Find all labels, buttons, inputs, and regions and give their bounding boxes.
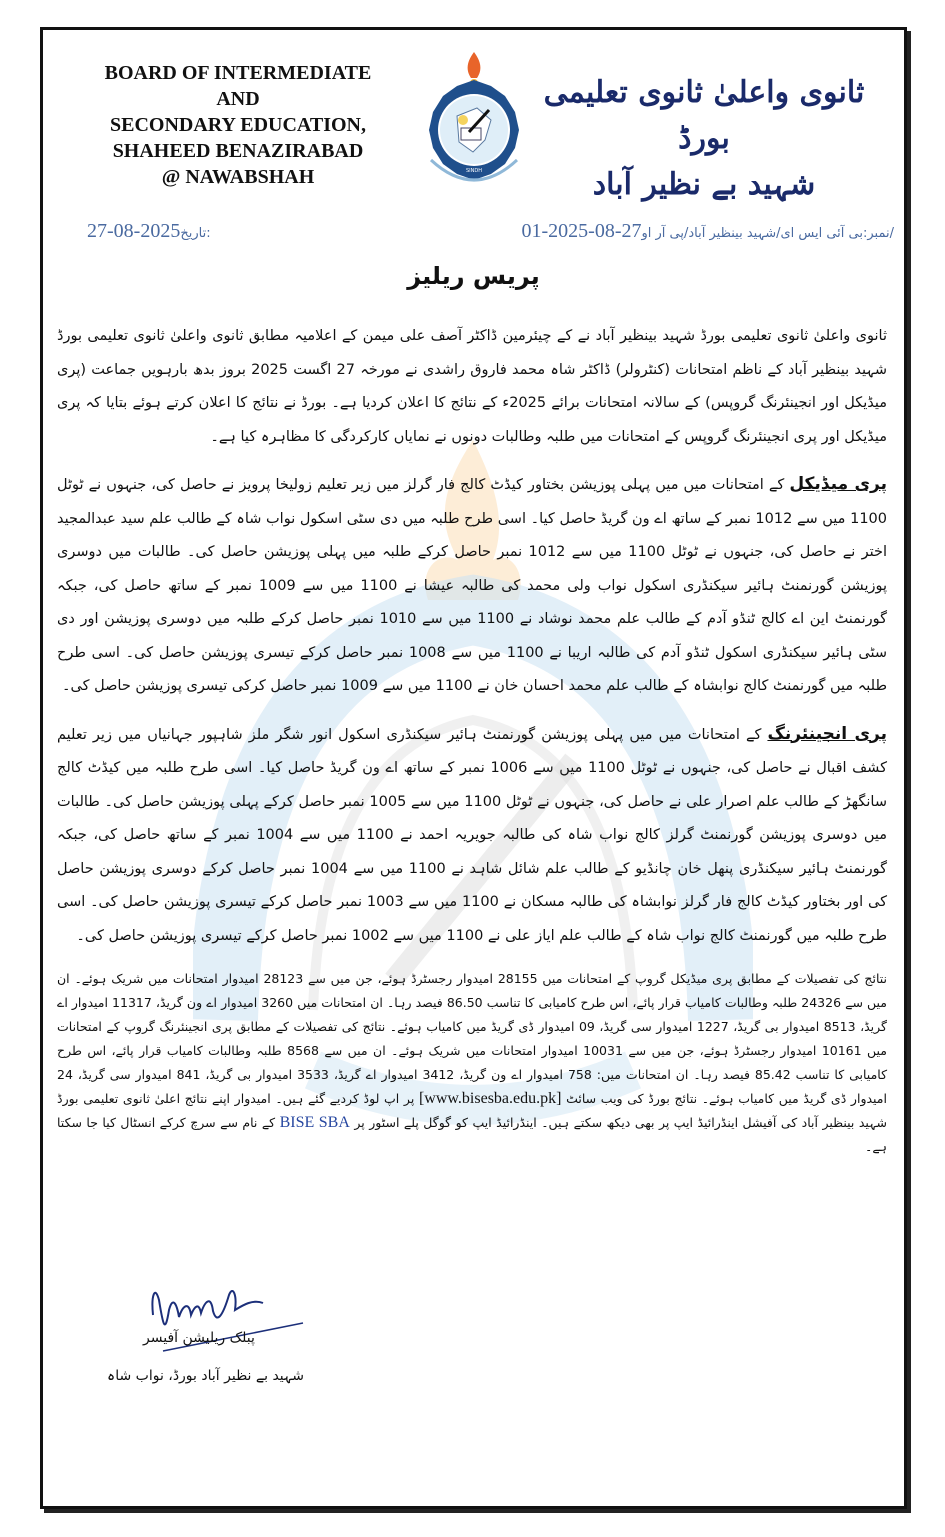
statistics-end-text: کے نام سے سرچ کرکے انسٹال کیا جا سکتا ہے۔ <box>57 1115 887 1154</box>
press-release-document <box>40 27 907 1509</box>
reference-number-label: نمبر:بی آئی ایس ای/شہید بینظیر آباد/پی آر او/ <box>641 226 894 241</box>
statistics-tail-text: پر اپ لوڈ کردیے گئے ہیں۔ امیدوار اپنے نتائج اعلیٰ ثانوی تعلیمی بورڈ شہید بینظیر آباد کی آفیشل اینڈرائیڈ ایپ پر بھی دیکھ سکتے ہیں۔ اینڈرائیڈ ایپ کو گوگل پلے اسٹور پر <box>57 1091 887 1130</box>
board-name-line: SHAHEED BENAZIRABAD <box>112 140 364 162</box>
board-name-urdu <box>524 70 884 208</box>
intro-paragraph: ثانوی واعلیٰ ثانوی تعلیمی بورڈ شہید بینظیر آباد نے کے چیئرمین ڈاکٹر آصف علی میمن کے اعلامیہ مطابق ثانوی واعلیٰ ثانوی تعلیمی بورڈ شہید بینظیر آباد کے ناظم امتحانات (کنٹرولر) ڈاکٹر شاہ محمد فاروق راشدی نے مورخہ 27 اگست 2025 بروز بدھ بارہویں جماعت (پری میڈیکل اور انجینئرنگ گروپس) کے سالانہ امتحانات برائے 2025ء کے نتائج کا اعلان کردیا ہے۔ بورڈ نے نتائج کا اعلان کرتے ہوئے بتایا کہ پری میڈیکل اور پری انجینئرنگ گروپس کے امتحانات میں طلبہ وطالبات دونوں نے نمایاں کارکردگی کا مظاہرہ کیا ہے۔ <box>57 328 888 445</box>
reference-row <box>43 220 904 250</box>
signatory-title: پبلک ریلیشن آفیسر <box>143 1330 255 1346</box>
result-statistics-paragraph <box>57 967 887 1159</box>
board-name-urdu-line2: شہید بے نظیر آباد <box>592 167 816 202</box>
app-name: BISE SBA <box>279 1114 350 1131</box>
date-field <box>87 220 211 243</box>
board-name-english <box>73 60 403 190</box>
press-release-body <box>57 320 887 1173</box>
logo-bottom-text: SINDH <box>466 168 482 174</box>
pre-medical-paragraph <box>57 468 887 704</box>
pre-engineering-text: کے امتحانات میں میں پہلی پوزیشن گورنمنٹ ہائیر سیکنڈری اسکول انور شگر ملز شاہپور جہانیاں میں زیر تعلیم کشف اقبال نے حاصل کی، جنہوں نے ٹوٹل 1100 میں سے 1006 نمبر کے ساتھ اے ون گریڈ حاصل کیا۔ اسی طرح طلبہ میں کیڈٹ کالج سانگھڑ کے طالب علم اصرار علی نے حاصل کی، جنہوں نے ٹوٹل 1100 میں سے 1005 نمبر حاصل کرکے پہلی پوزیشن حاصل کی۔ طالبات میں دوسری پوزیشن گورنمنٹ گرلز کالج نواب شاہ کی طالبہ جویریہ احمد نے 1100 میں سے 1004 نمبر کے ساتھ حاصل کی، جبکہ گورنمنٹ ہائیر سیکنڈری پنھل خان چانڈیو کے طالب علم شائل شاہد نے 1100 میں سے 1004 نمبر حاصل کرکے دوسری پوزیشن حاصل کی اور بختاور کیڈٹ کالج فار گرلز نوابشاہ کی طالبہ مسکان نے 1100 میں سے 1003 نمبر حاصل کرکے تیسری پوزیشن حاصل کی۔ اسی طرح طلبہ میں گورنمنٹ کالج نواب شاہ کے طالب علم ایاز علی نے 1100 میں سے 1002 نمبر حاصل کرکے تیسری پوزیشن حاصل کی۔ <box>57 726 888 944</box>
date-label: تاریخ: <box>180 226 211 241</box>
board-logo <box>419 50 529 200</box>
pre-engineering-paragraph <box>57 718 887 954</box>
board-name-line: AND <box>216 88 260 110</box>
website-link[interactable]: [www.bisesba.edu.pk] <box>418 1090 562 1107</box>
statistics-text: نتائج کی تفصیلات کے مطابق پری میڈیکل گروپ کے امتحانات میں 28155 امیدوار رجسٹرڈ ہوئے، جن میں سے 28123 امیدوار امتحانات میں شریک ہوئے۔ ان میں سے 24326 طلبہ وطالبات کامیاب قرار پائے، اس طرح کامیابی کا تناسب 86.50 فیصد رہا۔ ان امتحانات میں 3260 امیدوار اے ون گریڈ، 11317 امیدوار اے گریڈ، 8513 امیدوار بی گریڈ، 1227 امیدوار سی گریڈ، 09 امیدوار ڈی گریڈ میں کامیاب ہوئے۔ نتائج کی تفصیلات کے مطابق پری انجینئرنگ گروپ کے امتحانات میں 10161 امیدوار رجسٹرڈ ہوئے، جن میں سے 10031 امیدوار امتحانات میں شریک ہوئے۔ ان میں سے 8568 طلبہ وطالبات کامیاب قرار پائے، اس طرح کامیابی کا تناسب 85.42 فیصد رہا۔ ان امتحانات میں: 758 امیدوار اے ون گریڈ، 3412 امیدوار اے گریڈ، 3533 امیدوار بی گریڈ، 841 امیدوار سی گریڈ، 24 امیدوار ڈی گریڈ میں کامیاب ہوئے۔ نتائج بورڈ کی ویب سائٹ <box>57 971 888 1106</box>
pre-engineering-heading: پری انجینئرنگ <box>767 723 888 744</box>
board-name-line: SECONDARY EDUCATION, <box>110 114 366 136</box>
board-name-line: BOARD OF INTERMEDIATE <box>104 62 372 84</box>
date-value: 27-08-2025 <box>87 220 181 242</box>
signatory-organization: شہید بے نظیر آباد بورڈ، نواب شاہ <box>107 1368 304 1384</box>
reference-number-value: 01-2025-08-27 <box>521 220 642 242</box>
pre-medical-text: کے امتحانات میں میں پہلی پوزیشن بختاور کیڈٹ کالج فار گرلز میں زیر تعلیم زولیخا پرویز نے حاصل کی، جنہوں نے ٹوٹل 1100 میں سے 1012 نمبر کے ساتھ اے ون گریڈ حاصل کیا۔ اسی طرح طلبہ میں دی سٹی اسکول نواب شاہ کے طالب علم سید عبدالمجید اختر نے حاصل کی، جنہوں نے ٹوٹل 1100 میں سے 1012 نمبر حاصل کرکے طلبہ میں پہلی پوزیشن حاصل کی۔ طالبات میں دوسری پوزیشن گورنمنٹ ہائیر سیکنڈری اسکول نواب ولی محمد کی طالبہ عیشا نے 1100 میں سے 1009 نمبر کے ساتھ حاصل کی، جبکہ گورنمنٹ این اے کالج ٹنڈو آدم کے طالب علم محمد نوشاد نے 1100 میں سے 1010 نمبر حاصل کرکے طلبہ میں دوسری پوزیشن اور دی سٹی ہائیر سیکنڈری اسکول ٹنڈو آدم کی طالبہ اریبا نے 1100 میں سے 1008 نمبر حاصل کرکے تیسری پوزیشن حاصل کی۔ اسی طرح طلبہ میں گورنمنٹ کالج نوابشاہ کے طالب علم محمد احسان خان نے 1100 میں سے 1009 نمبر حاصل کرکی تیسری پوزیشن حاصل کی۔ <box>57 477 888 694</box>
press-release-title: پریس ریلیز <box>407 262 540 290</box>
pre-medical-heading: پری میڈیکل <box>789 474 888 494</box>
board-name-urdu-line1: ثانوی واعلیٰ ثانوی تعلیمی بورڈ <box>543 75 865 156</box>
flame-icon <box>468 52 481 78</box>
reference-number-field <box>522 220 894 243</box>
board-name-line: @ NAWABSHAH <box>161 166 315 188</box>
